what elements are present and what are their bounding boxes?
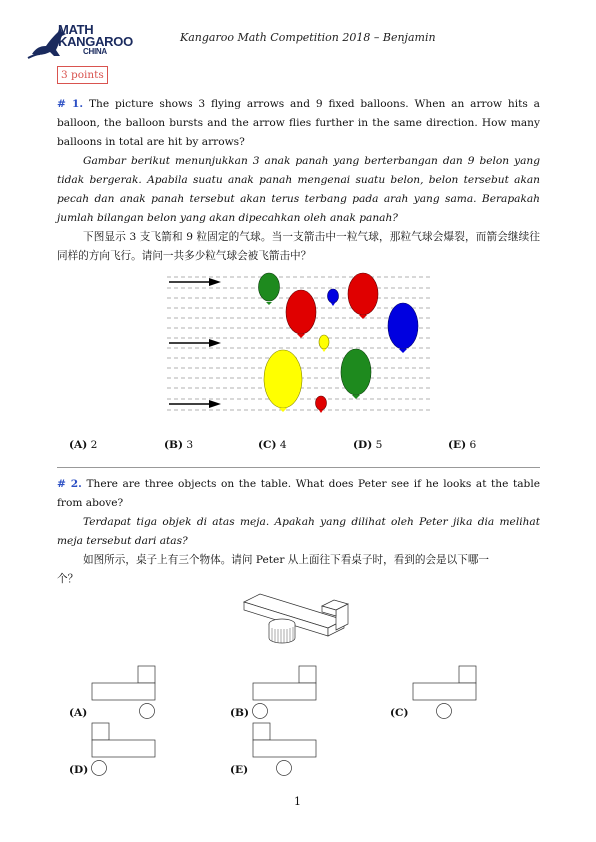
- option-label: (B): [230, 707, 249, 719]
- q1-option-d[interactable]: [353, 439, 382, 451]
- q2-option-b[interactable]: [230, 665, 320, 725]
- q1-option-c[interactable]: [258, 439, 287, 451]
- option-label: (E): [230, 764, 249, 776]
- q2-english: [57, 475, 540, 513]
- option-label: (A): [69, 707, 88, 719]
- q1-number: # 1.: [57, 98, 84, 110]
- q2-option-a[interactable]: [69, 665, 159, 725]
- q1-malay: [57, 152, 540, 228]
- points-badge: 3 points: [57, 66, 108, 84]
- q2-option-e[interactable]: [230, 722, 320, 782]
- option-label: (D): [69, 764, 89, 776]
- q2-objects-figure: [240, 590, 360, 650]
- q2-malay: [57, 513, 540, 551]
- logo-line1: MATH: [58, 22, 94, 37]
- q1-balloon-figure: [165, 268, 435, 418]
- q2-option-d[interactable]: [69, 722, 159, 782]
- q1-option-a[interactable]: [69, 439, 97, 451]
- q1-english: [57, 95, 540, 152]
- q1-option-b[interactable]: [164, 439, 193, 451]
- q2-english-text: There are three objects on the table. What does Peter see if he looks at the table from above?: [57, 478, 540, 509]
- option-label: (A): [69, 439, 88, 451]
- q2-option-c[interactable]: [390, 665, 480, 725]
- balloon-yellow-small: [319, 335, 329, 352]
- balloon-red-top: [348, 273, 378, 319]
- q1-option-e[interactable]: [448, 439, 476, 451]
- logo-line2: KANGAROO: [58, 34, 133, 49]
- option-label: (C): [390, 707, 409, 719]
- option-label: (E): [448, 439, 467, 451]
- q1-english-text: The picture shows 3 flying arrows and 9 fixed balloons. When an arrow hits a balloon, the balloon bursts and the arrow flies further in the same direction. How many balloons in total are hit by arrows?: [57, 98, 540, 148]
- balloon-yellow-large: [264, 350, 302, 412]
- balloon-blue-small: [328, 289, 339, 306]
- q2-chinese: [57, 551, 540, 589]
- option-label: (D): [353, 439, 373, 451]
- question-divider: [57, 467, 540, 468]
- option-value: 2: [90, 439, 98, 451]
- q2-number: # 2.: [57, 478, 82, 490]
- option-c-drawing: [412, 665, 482, 720]
- q2-chinese-line1: 如图所示，桌子上有三个物体。请问 Peter 从上面往下看桌子时，看到的会是以下哪一: [83, 554, 490, 566]
- logo-line3: CHINA: [83, 47, 107, 56]
- balloon-red-small: [316, 396, 327, 413]
- arrow-1: [169, 278, 221, 286]
- q1-malay-text: Gambar berikut menunjukkan 3 anak panah yang berterbangan dan 9 belon yang tidak bergerak. Apabila suatu anak panah mengenai suatu belon, belon tersebut akan pecah dan anak panah tersebut akan terus terbang pada arah yang sama. Berapakah jumlah bilangan belon yang akan dipecahkan oleh anak panah?: [57, 155, 540, 224]
- balloon-green-large: [341, 349, 371, 399]
- option-label: (B): [164, 439, 183, 451]
- header: [0, 0, 596, 60]
- option-value: 3: [186, 439, 194, 451]
- q1-chinese: [57, 228, 540, 266]
- option-label: (C): [258, 439, 277, 451]
- q2-chinese-line2: 个？: [57, 573, 79, 585]
- option-value: 5: [375, 439, 383, 451]
- q1-chinese-text: 下图显示 3 支飞箭和 9 粒固定的气球。当一支箭击中一粒气球，那粒气球会爆裂，而箭会继续往同样的方向飞行。请问一共多少粒气球会被飞箭击中？: [57, 231, 540, 262]
- arrow-2: [169, 339, 221, 347]
- option-value: 4: [279, 439, 287, 451]
- option-e-drawing: [252, 722, 322, 777]
- q2-malay-text: Terdapat tiga objek di atas meja. Apakah yang dilihat oleh Peter jika dia melihat meja tersebut dari atas?: [57, 516, 540, 547]
- balloon-blue-large: [388, 303, 418, 353]
- arrow-3: [169, 400, 221, 408]
- option-value: 6: [469, 439, 477, 451]
- page-title: Kangaroo Math Competition 2018 – Benjamin: [180, 31, 436, 44]
- balloon-green-small: [259, 273, 280, 305]
- option-d-drawing: [91, 722, 161, 777]
- option-b-drawing: [252, 665, 322, 720]
- page-number: 1: [294, 795, 301, 808]
- balloon-red-medium: [286, 290, 316, 338]
- option-a-drawing: [91, 665, 161, 720]
